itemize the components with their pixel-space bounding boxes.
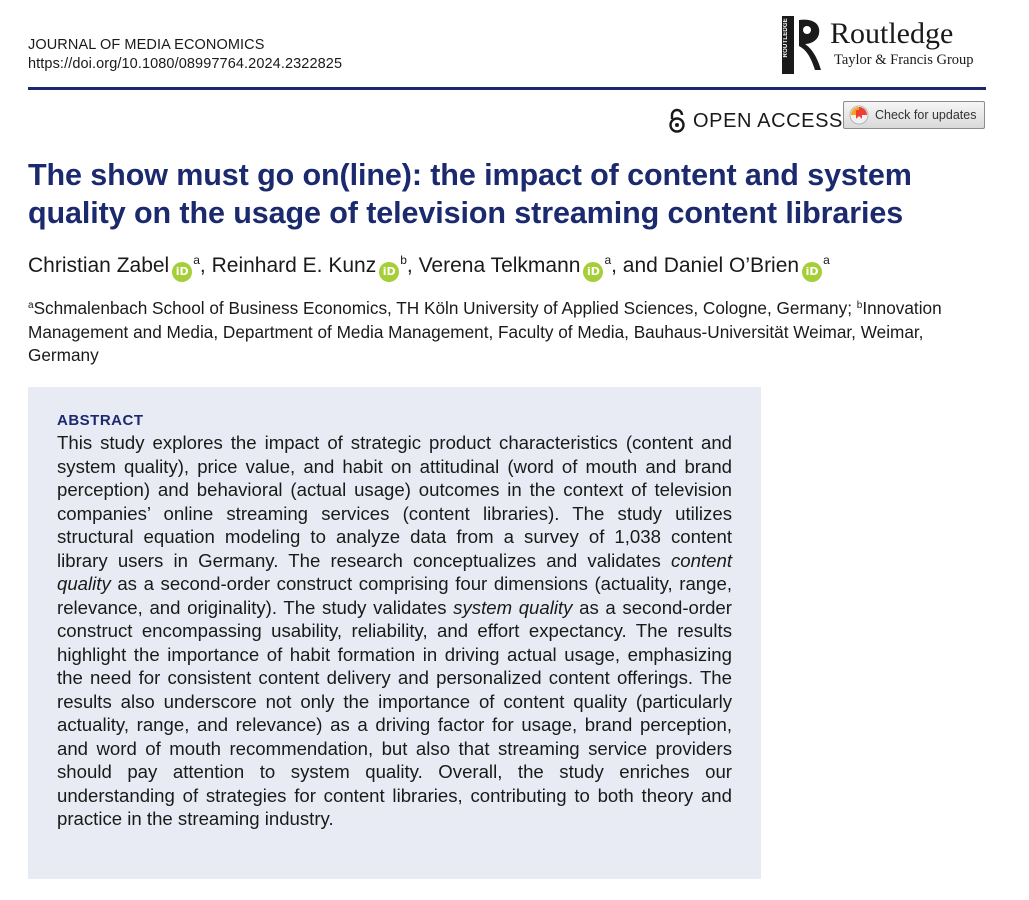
abstract-heading: ABSTRACT bbox=[57, 412, 144, 429]
doi-link[interactable]: https://doi.org/10.1080/08997764.2024.2322825 bbox=[28, 56, 343, 72]
affiliation-a: Schmalenbach School of Business Economics, TH Köln University of Applied Sciences, Cologne, Germany; bbox=[33, 298, 857, 318]
author-name[interactable]: Reinhard E. Kunz bbox=[211, 254, 377, 277]
routledge-logo bbox=[782, 16, 992, 76]
open-access-badge bbox=[668, 107, 843, 135]
journal-header bbox=[28, 36, 342, 74]
publisher-group: Taylor & Francis Group bbox=[834, 52, 974, 68]
abstract-body: This study explores the impact of strategic product characteristics (content and system quality), price value, and habit on attitudinal (word of mouth and brand perception) and behavioral (actual usage) outcomes in the context of television companies’ online streaming services (content libraries). The study utilizes structural equation modeling to analyze data from a survey of 1,038 content library users in Germany. The research conceptualizes and validates content quality as a second-order construct comprising four dimensions (actuality, range, relevance, and originality). The study validates system quality as a second-order construct encompassing usability, reliability, and effort expectancy. The results highlight the importance of habit formation in driving actual usage, emphasizing the need for consistent content delivery and personalized content offerings. The results also underscore not only the importance of content quality (particularly actuality, range, and relevance) as a driving factor for usage, brand perception, and word of mouth recommendation, but also that streaming service providers should pay attention to system quality. Overall, the study enriches our understanding of strategies for content libraries, contributing to both theory and practice in the streaming industry. bbox=[57, 432, 732, 829]
orcid-icon[interactable]: iD bbox=[802, 262, 822, 282]
orcid-icon[interactable]: iD bbox=[172, 262, 192, 282]
affiliation-b-marker: b bbox=[856, 300, 863, 311]
article-title: The show must go on(line): the impact of content and system quality on the usage of television streaming content libraries bbox=[28, 158, 912, 230]
open-access-label: OPEN ACCESS bbox=[693, 109, 843, 132]
affiliation-marker: a bbox=[604, 253, 612, 267]
affiliations bbox=[28, 294, 988, 368]
open-access-lock-icon bbox=[668, 108, 686, 134]
author-name[interactable]: Verena Telkmann bbox=[418, 254, 581, 277]
affiliation-marker: b bbox=[400, 253, 407, 267]
journal-title: JOURNAL OF MEDIA ECONOMICS bbox=[28, 37, 265, 53]
header-rule bbox=[28, 87, 986, 90]
author-name[interactable]: Christian Zabel bbox=[28, 254, 170, 277]
abstract-emphasis: content quality bbox=[57, 549, 732, 594]
author-separator: , bbox=[199, 254, 212, 277]
author-list bbox=[28, 246, 830, 282]
abstract-box bbox=[28, 387, 761, 879]
affiliation-a-marker: a bbox=[28, 300, 34, 311]
affiliation-marker: a bbox=[193, 253, 200, 267]
author-name[interactable]: Daniel O’Brien bbox=[663, 254, 800, 277]
check-for-updates-label: Check for updates bbox=[875, 108, 977, 122]
affiliation-b: Innovation Management and Media, Department of Media Management, Faculty of Media, Bauhaus-Universität Weimar, Weimar, Germany bbox=[28, 298, 942, 365]
routledge-spine: ROUTLEDGE bbox=[782, 16, 794, 74]
abstract-emphasis: system quality bbox=[453, 596, 573, 618]
orcid-icon[interactable]: iD bbox=[379, 262, 399, 282]
check-for-updates-button[interactable] bbox=[843, 101, 985, 129]
crossmark-icon bbox=[849, 105, 869, 125]
affiliation-marker: a bbox=[823, 253, 830, 267]
publisher-name: Routledge bbox=[830, 17, 954, 50]
routledge-logo-icon bbox=[795, 16, 825, 74]
orcid-icon[interactable]: iD bbox=[583, 262, 603, 282]
author-separator: , bbox=[406, 254, 419, 277]
author-separator: , and bbox=[611, 254, 664, 277]
